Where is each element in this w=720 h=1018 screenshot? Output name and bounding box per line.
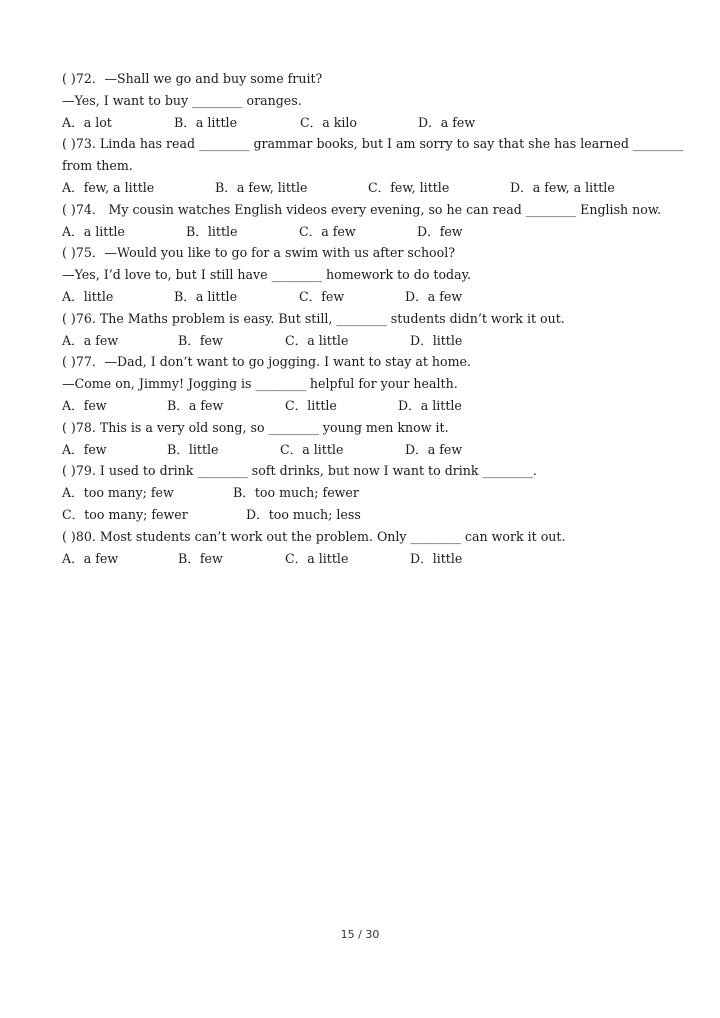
- options-row: [62, 112, 682, 134]
- option-d[interactable]: D．a few: [405, 288, 463, 304]
- question-74: [62, 199, 682, 243]
- question-text: from them.: [62, 158, 133, 174]
- option-d[interactable]: D．a few, a little: [510, 179, 615, 195]
- option-c[interactable]: C．a few: [299, 223, 356, 239]
- option-c[interactable]: C．little: [285, 397, 337, 413]
- question-79: [62, 460, 682, 525]
- question-72: [62, 68, 682, 133]
- question-text: ( )74． My cousin watches English videos every evening, so he can read ________ English now.: [62, 201, 662, 217]
- option-a[interactable]: A．few: [62, 397, 107, 413]
- page-number: 15 / 30: [340, 928, 380, 941]
- options-row: [62, 330, 682, 352]
- option-c[interactable]: C．few, little: [368, 179, 450, 195]
- option-a[interactable]: A．little: [62, 288, 114, 304]
- question-text: ( )80. Most students can’t work out the problem. Only ________ can work it out.: [62, 528, 566, 544]
- option-a[interactable]: A．few, a little: [62, 179, 155, 195]
- option-b[interactable]: B．little: [167, 441, 219, 457]
- options-row: [62, 221, 682, 243]
- question-73: [62, 133, 682, 198]
- option-b[interactable]: B．few: [178, 550, 223, 566]
- question-80: [62, 526, 682, 570]
- option-d[interactable]: D．too much; less: [246, 506, 361, 522]
- question-text: —Yes, I want to buy ________ oranges.: [62, 92, 302, 108]
- option-a[interactable]: A．a lot: [62, 114, 112, 130]
- option-a[interactable]: A．too many; few: [62, 485, 174, 501]
- option-d[interactable]: D．few: [417, 223, 463, 239]
- option-b[interactable]: B．too much; fewer: [233, 485, 359, 501]
- option-d[interactable]: D．a little: [398, 397, 462, 413]
- question-text: ( )73. Linda has read ________ grammar books, but I am sorry to say that she has learned ________: [62, 136, 684, 152]
- question-text: ( )78. This is a very old song, so ________ young men know it.: [62, 419, 449, 435]
- question-text: ( )76. The Maths problem is easy. But still, ________ students didn’t work it out.: [62, 310, 565, 326]
- options-row: [62, 504, 682, 526]
- option-b[interactable]: B．a few: [167, 397, 224, 413]
- options-row: [62, 395, 682, 417]
- option-a[interactable]: A．a few: [62, 550, 119, 566]
- option-c[interactable]: C．a kilo: [300, 114, 358, 130]
- question-77: [62, 351, 682, 416]
- options-row: [62, 482, 682, 504]
- option-d[interactable]: D．a few: [405, 441, 463, 457]
- option-b[interactable]: B．a few, little: [215, 179, 308, 195]
- option-a[interactable]: A．a little: [62, 223, 125, 239]
- question-text: ( )72．—Shall we go and buy some fruit?: [62, 71, 323, 86]
- question-text: —Come on, Jimmy! Jogging is ________ helpful for your health.: [62, 376, 458, 392]
- option-a[interactable]: A．few: [62, 441, 107, 457]
- exercise-page: [62, 68, 682, 569]
- option-b[interactable]: B．a little: [174, 114, 238, 130]
- options-row: [62, 286, 682, 308]
- option-d[interactable]: D．a few: [418, 114, 476, 130]
- question-75: [62, 242, 682, 307]
- options-row: [62, 177, 682, 199]
- question-text: ( )79. I used to drink ________ soft drinks, but now I want to drink ________.: [62, 463, 537, 479]
- question-78: [62, 417, 682, 461]
- options-row: [62, 548, 682, 570]
- option-b[interactable]: B．little: [186, 223, 238, 239]
- question-text: ( )75．—Would you like to go for a swim with us after school?: [62, 245, 455, 261]
- option-b[interactable]: B．few: [178, 332, 223, 348]
- option-c[interactable]: C．a little: [285, 550, 349, 566]
- option-d[interactable]: D．little: [410, 550, 463, 566]
- option-b[interactable]: B．a little: [174, 288, 238, 304]
- question-text: ( )77．—Dad, I don’t want to go jogging. I want to stay at home.: [62, 354, 471, 370]
- option-a[interactable]: A．a few: [62, 332, 119, 348]
- options-row: [62, 439, 682, 461]
- option-d[interactable]: D．little: [410, 332, 463, 348]
- option-c[interactable]: C．a little: [280, 441, 344, 457]
- option-c[interactable]: C．too many; fewer: [62, 506, 188, 522]
- question-text: —Yes, I’d love to, but I still have ________ homework to do today.: [62, 267, 472, 283]
- option-c[interactable]: C．a little: [285, 332, 349, 348]
- option-c[interactable]: C．few: [299, 288, 345, 304]
- question-76: [62, 308, 682, 352]
